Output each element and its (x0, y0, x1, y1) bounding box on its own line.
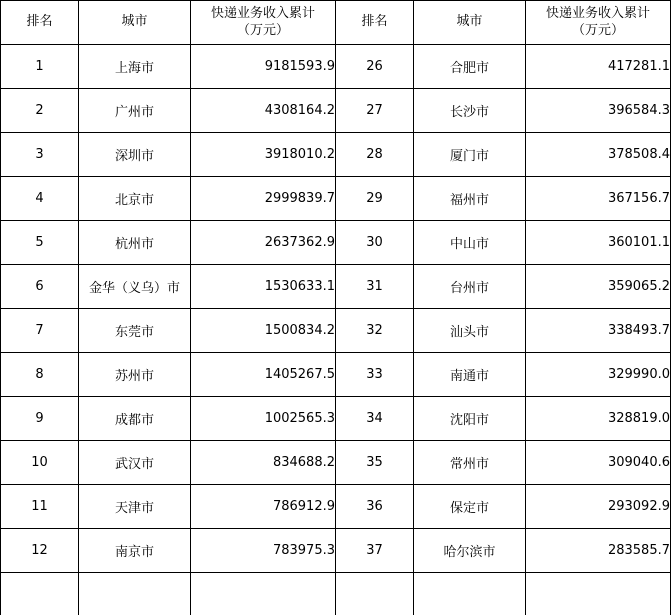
value-text: 3918010.2 (264, 147, 335, 162)
cell-value-right (526, 485, 671, 529)
cell-rank-right: 34 (336, 397, 414, 441)
header-rank-right (336, 1, 414, 45)
cell-city-right (414, 573, 526, 615)
cell-rank-right: 29 (336, 177, 414, 221)
cell-city-left: 深圳市 (79, 133, 191, 177)
cell-value-right (526, 309, 671, 353)
cell-value-right (526, 441, 671, 485)
value-text: 378508.4 (607, 147, 670, 162)
table-row (1, 529, 671, 573)
cell-rank-left: 2 (1, 89, 79, 133)
table-header-row (1, 1, 671, 45)
cell-city-left (79, 573, 191, 615)
cell-value-left (191, 309, 336, 353)
cell-city-left: 苏州市 (79, 353, 191, 397)
cell-rank-left: 9 (1, 397, 79, 441)
value-text: 2999839.7 (264, 191, 335, 206)
value-text: 1530633.1 (264, 279, 335, 294)
header-value-left-label-line1: 快递业务收入累计 (210, 6, 315, 22)
table-row-partial (1, 573, 671, 615)
cell-rank-left: 3 (1, 133, 79, 177)
cell-value-right (526, 133, 671, 177)
cell-city-right: 厦门市 (414, 133, 526, 177)
value-text: 283585.7 (607, 543, 670, 558)
cell-rank-right: 37 (336, 529, 414, 573)
value-text: 1002565.3 (264, 411, 335, 426)
cell-rank-left: 6 (1, 265, 79, 309)
header-value-left-label-line2: （万元） (236, 22, 289, 38)
header-value-right-label-line1: 快递业务收入累计 (545, 6, 650, 22)
table-row (1, 45, 671, 89)
header-city-left (79, 1, 191, 45)
header-rank-right-label: 排名 (361, 14, 388, 30)
value-text: 9181593.9 (264, 59, 335, 74)
table-row (1, 89, 671, 133)
cell-city-left: 武汉市 (79, 441, 191, 485)
value-text: 786912.9 (272, 499, 335, 514)
value-text: 783975.3 (272, 543, 335, 558)
cell-city-right: 台州市 (414, 265, 526, 309)
cell-city-right: 保定市 (414, 485, 526, 529)
cell-city-right: 福州市 (414, 177, 526, 221)
value-text: 359065.2 (607, 279, 670, 294)
table-row (1, 397, 671, 441)
table-row (1, 353, 671, 397)
cell-rank-left: 10 (1, 441, 79, 485)
cell-rank-left (1, 573, 79, 615)
value-text: 329990.0 (607, 367, 670, 382)
cell-city-left: 北京市 (79, 177, 191, 221)
header-value-right-label-line2: （万元） (571, 22, 624, 38)
cell-value-left (191, 441, 336, 485)
cell-rank-right: 27 (336, 89, 414, 133)
cell-city-left: 东莞市 (79, 309, 191, 353)
value-text: 834688.2 (272, 455, 335, 470)
table-row (1, 177, 671, 221)
cell-city-right: 沈阳市 (414, 397, 526, 441)
cell-city-right: 合肥市 (414, 45, 526, 89)
header-city-right (414, 1, 526, 45)
cell-value-left (191, 353, 336, 397)
table-body (1, 1, 671, 615)
header-rank-left (1, 1, 79, 45)
table-row (1, 309, 671, 353)
cell-rank-right: 26 (336, 45, 414, 89)
value-text: 338493.7 (607, 323, 670, 338)
cell-rank-left: 7 (1, 309, 79, 353)
value-text: 309040.6 (607, 455, 670, 470)
cell-rank-right: 35 (336, 441, 414, 485)
value-text: 2637362.9 (264, 235, 335, 250)
cell-rank-right: 33 (336, 353, 414, 397)
value-text: 396584.3 (607, 103, 670, 118)
value-text: 1500834.2 (264, 323, 335, 338)
table-row (1, 133, 671, 177)
header-rank-left-label: 排名 (26, 14, 53, 30)
value-text: 328819.0 (607, 411, 670, 426)
cell-value-right (526, 529, 671, 573)
cell-value-right (526, 353, 671, 397)
cell-rank-right (336, 573, 414, 615)
table-row (1, 265, 671, 309)
cell-city-left: 成都市 (79, 397, 191, 441)
cell-value-right (526, 89, 671, 133)
cell-city-left: 天津市 (79, 485, 191, 529)
cell-city-left: 上海市 (79, 45, 191, 89)
value-text: 360101.1 (607, 235, 670, 250)
cell-rank-left: 1 (1, 45, 79, 89)
cell-value-left (191, 89, 336, 133)
table-row (1, 441, 671, 485)
cell-value-left (191, 529, 336, 573)
cell-city-left: 南京市 (79, 529, 191, 573)
cell-city-left: 广州市 (79, 89, 191, 133)
cell-rank-right: 32 (336, 309, 414, 353)
cell-value-right (526, 573, 671, 615)
value-text: 417281.1 (607, 59, 670, 74)
value-text: 1405267.5 (264, 367, 335, 382)
cell-city-right: 南通市 (414, 353, 526, 397)
header-city-right-label: 城市 (456, 14, 483, 30)
cell-rank-left: 8 (1, 353, 79, 397)
cell-rank-left: 12 (1, 529, 79, 573)
cell-value-left (191, 133, 336, 177)
cell-rank-right: 31 (336, 265, 414, 309)
header-city-left-label: 城市 (121, 14, 148, 30)
cell-value-right (526, 265, 671, 309)
cell-city-right: 中山市 (414, 221, 526, 265)
cell-rank-left: 4 (1, 177, 79, 221)
cell-rank-left: 11 (1, 485, 79, 529)
cell-value-right (526, 397, 671, 441)
cell-rank-right: 28 (336, 133, 414, 177)
cell-rank-left: 5 (1, 221, 79, 265)
value-text: 293092.9 (607, 499, 670, 514)
header-value-left (191, 1, 336, 45)
cell-city-right: 哈尔滨市 (414, 529, 526, 573)
cell-rank-right: 36 (336, 485, 414, 529)
cell-city-right: 常州市 (414, 441, 526, 485)
value-text: 4308164.2 (264, 103, 335, 118)
cell-value-left (191, 221, 336, 265)
cell-value-left (191, 397, 336, 441)
cell-rank-right: 30 (336, 221, 414, 265)
header-value-right (526, 1, 671, 45)
cell-value-left (191, 265, 336, 309)
cell-value-right (526, 221, 671, 265)
table-row (1, 485, 671, 529)
cell-value-left (191, 45, 336, 89)
cell-value-right (526, 45, 671, 89)
cell-city-left: 金华（义乌）市 (79, 265, 191, 309)
table-row (1, 221, 671, 265)
cell-city-right: 长沙市 (414, 89, 526, 133)
cell-city-right: 汕头市 (414, 309, 526, 353)
cell-value-left (191, 573, 336, 615)
cell-value-left (191, 485, 336, 529)
value-text: 367156.7 (607, 191, 670, 206)
cell-city-left: 杭州市 (79, 221, 191, 265)
cell-value-left (191, 177, 336, 221)
cell-value-right (526, 177, 671, 221)
